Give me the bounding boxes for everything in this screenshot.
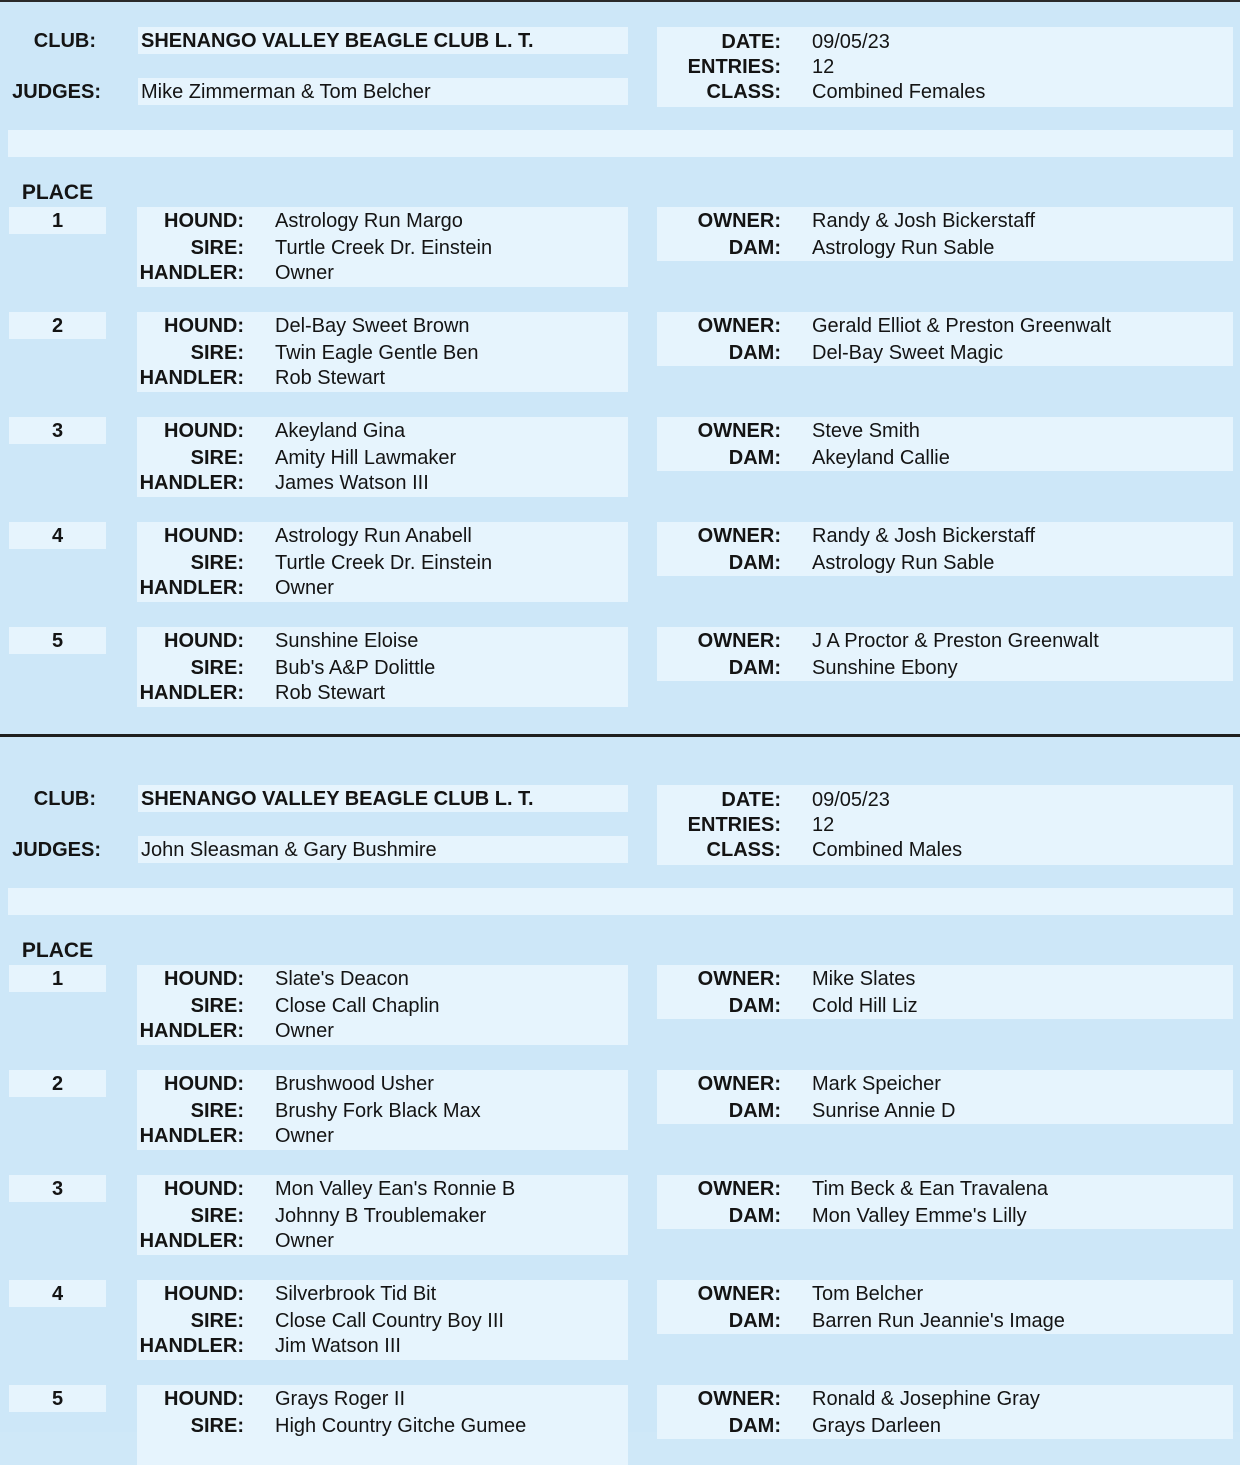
date-label: DATE:: [721, 31, 781, 53]
sire-label: SIRE:: [190, 447, 244, 469]
handler-label: HANDLER:: [139, 367, 244, 389]
owner-label: OWNER:: [697, 1283, 781, 1305]
sire-label: SIRE:: [190, 657, 244, 679]
handler-label: HANDLER:: [139, 472, 244, 494]
dam-name: Cold Hill Liz: [812, 995, 918, 1017]
handler-label: HANDLER:: [139, 262, 244, 284]
dam-label: DAM:: [728, 447, 781, 469]
hound-label: HOUND:: [164, 630, 244, 652]
hound-label: HOUND:: [164, 525, 244, 547]
handler-name: Owner: [275, 577, 334, 599]
sire-label: SIRE:: [190, 995, 244, 1017]
class-label: CLASS:: [706, 81, 781, 103]
dam-label: DAM:: [728, 657, 781, 679]
sire-label: SIRE:: [190, 552, 244, 574]
sire-label: SIRE:: [190, 342, 244, 364]
owner-name: Randy & Josh Bickerstaff: [812, 210, 1036, 232]
hound-label: HOUND:: [164, 968, 244, 990]
handler-label: HANDLER:: [139, 1335, 244, 1357]
sire-name: Brushy Fork Black Max: [275, 1100, 481, 1122]
place-number: 5: [51, 1388, 64, 1410]
handler-name: Owner: [275, 1125, 334, 1147]
owner-label: OWNER:: [697, 1073, 781, 1095]
hound-name: Astrology Run Anabell: [275, 525, 472, 547]
dam-label: DAM:: [728, 552, 781, 574]
sire-label: SIRE:: [190, 1100, 244, 1122]
place-number: 1: [51, 968, 64, 990]
owner-label: OWNER:: [697, 1178, 781, 1200]
owner-name: Ronald & Josephine Gray: [812, 1388, 1040, 1410]
sheet-gap: [0, 737, 1240, 759]
place-header: PLACE: [21, 181, 94, 204]
owner-name: J A Proctor & Preston Greenwalt: [812, 630, 1099, 652]
owner-name: Mark Speicher: [812, 1073, 941, 1095]
handler-label: HANDLER:: [139, 1125, 244, 1147]
owner-label: OWNER:: [697, 1388, 781, 1410]
dam-name: Del-Bay Sweet Magic: [812, 342, 1004, 364]
handler-name: James Watson III: [275, 472, 429, 494]
handler-name: Rob Stewart: [275, 367, 386, 389]
entries-label: ENTRIES:: [687, 814, 781, 836]
dam-name: Grays Darleen: [812, 1415, 941, 1437]
hound-label: HOUND:: [164, 315, 244, 337]
club-label: CLUB:: [33, 30, 96, 52]
owner-label: OWNER:: [697, 525, 781, 547]
dam-label: DAM:: [728, 1205, 781, 1227]
hound-label: HOUND:: [164, 1283, 244, 1305]
handler-label: HANDLER:: [139, 682, 244, 704]
place-number: 3: [51, 420, 64, 442]
owner-label: OWNER:: [697, 210, 781, 232]
sire-label: SIRE:: [190, 237, 244, 259]
date-value: 09/05/23: [812, 31, 890, 53]
owner-name: Tim Beck & Ean Travalena: [812, 1178, 1049, 1200]
place-header: PLACE: [21, 939, 94, 962]
handler-label: HANDLER:: [139, 1230, 244, 1252]
dam-label: DAM:: [728, 995, 781, 1017]
dam-name: Akeyland Callie: [812, 447, 950, 469]
handler-label: HANDLER:: [139, 577, 244, 599]
sire-name: Bub's A&P Dolittle: [275, 657, 436, 679]
date-label: DATE:: [721, 789, 781, 811]
hound-name: Mon Valley Ean's Ronnie B: [275, 1178, 516, 1200]
sire-name: Turtle Creek Dr. Einstein: [275, 552, 493, 574]
sire-name: Twin Eagle Gentle Ben: [275, 342, 479, 364]
dam-name: Sunrise Annie D: [812, 1100, 956, 1122]
dam-label: DAM:: [728, 1415, 781, 1437]
judges-label: JUDGES:: [12, 81, 101, 103]
place-number: 4: [51, 1283, 64, 1305]
dam-label: DAM:: [728, 1100, 781, 1122]
dam-name: Sunshine Ebony: [812, 657, 958, 679]
spacer-band: [8, 130, 1233, 157]
hound-name: Silverbrook Tid Bit: [275, 1283, 437, 1305]
owner-name: Tom Belcher: [812, 1283, 924, 1305]
judges-names: Mike Zimmerman & Tom Belcher: [141, 81, 431, 103]
sire-name: Amity Hill Lawmaker: [275, 447, 457, 469]
judges-names: John Sleasman & Gary Bushmire: [141, 839, 437, 861]
hound-label: HOUND:: [164, 1073, 244, 1095]
owner-name: Steve Smith: [812, 420, 920, 442]
dam-label: DAM:: [728, 342, 781, 364]
dam-label: DAM:: [728, 1310, 781, 1332]
handler-name: Jim Watson III: [275, 1335, 401, 1357]
owner-name: Gerald Elliot & Preston Greenwalt: [812, 315, 1112, 337]
handler-name: Owner: [275, 1230, 334, 1252]
hound-name: Sunshine Eloise: [275, 630, 419, 652]
hound-name: Del-Bay Sweet Brown: [275, 315, 470, 337]
sire-label: SIRE:: [190, 1310, 244, 1332]
hound-name: Astrology Run Margo: [275, 210, 463, 232]
class-label: CLASS:: [706, 839, 781, 861]
hound-name: Akeyland Gina: [275, 420, 406, 442]
hound-name: Grays Roger II: [275, 1388, 406, 1410]
sire-label: SIRE:: [190, 1205, 244, 1227]
class-value: Combined Males: [812, 839, 963, 861]
owner-label: OWNER:: [697, 968, 781, 990]
dam-name: Mon Valley Emme's Lilly: [812, 1205, 1027, 1227]
entries-value: 12: [812, 56, 835, 78]
place-number: 2: [51, 315, 64, 337]
place-number: 3: [51, 1178, 64, 1200]
entries-value: 12: [812, 814, 835, 836]
hound-label: HOUND:: [164, 420, 244, 442]
hound-label: HOUND:: [164, 1178, 244, 1200]
entries-label: ENTRIES:: [687, 56, 781, 78]
handler-name: Owner: [275, 262, 334, 284]
club-name: SHENANGO VALLEY BEAGLE CLUB L. T.: [141, 788, 534, 810]
owner-label: OWNER:: [697, 315, 781, 337]
dam-name: Astrology Run Sable: [812, 552, 995, 574]
spacer-band: [8, 888, 1233, 915]
place-number: 2: [51, 1073, 64, 1095]
owner-label: OWNER:: [697, 630, 781, 652]
sire-label: SIRE:: [190, 1415, 244, 1437]
sire-name: Close Call Country Boy III: [275, 1310, 504, 1332]
sire-name: Johnny B Troublemaker: [275, 1205, 487, 1227]
class-value: Combined Females: [812, 81, 986, 103]
sire-name: Turtle Creek Dr. Einstein: [275, 237, 493, 259]
hound-name: Brushwood Usher: [275, 1073, 434, 1095]
place-number: 5: [51, 630, 64, 652]
sire-name: High Country Gitche Gumee: [275, 1415, 527, 1437]
date-value: 09/05/23: [812, 789, 890, 811]
handler-name: Rob Stewart: [275, 682, 386, 704]
place-number: 1: [51, 210, 64, 232]
owner-name: Randy & Josh Bickerstaff: [812, 525, 1036, 547]
place-number: 4: [51, 525, 64, 547]
judges-label: JUDGES:: [12, 839, 101, 861]
dam-name: Barren Run Jeannie's Image: [812, 1310, 1065, 1332]
sire-name: Close Call Chaplin: [275, 995, 440, 1017]
dam-name: Astrology Run Sable: [812, 237, 995, 259]
club-name: SHENANGO VALLEY BEAGLE CLUB L. T.: [141, 30, 534, 52]
handler-name: Owner: [275, 1020, 334, 1042]
handler-label: HANDLER:: [139, 1020, 244, 1042]
dam-label: DAM:: [728, 237, 781, 259]
hound-label: HOUND:: [164, 210, 244, 232]
club-label: CLUB:: [33, 788, 96, 810]
hound-name: Slate's Deacon: [275, 968, 409, 990]
owner-name: Mike Slates: [812, 968, 916, 990]
hound-label: HOUND:: [164, 1388, 244, 1410]
owner-label: OWNER:: [697, 420, 781, 442]
